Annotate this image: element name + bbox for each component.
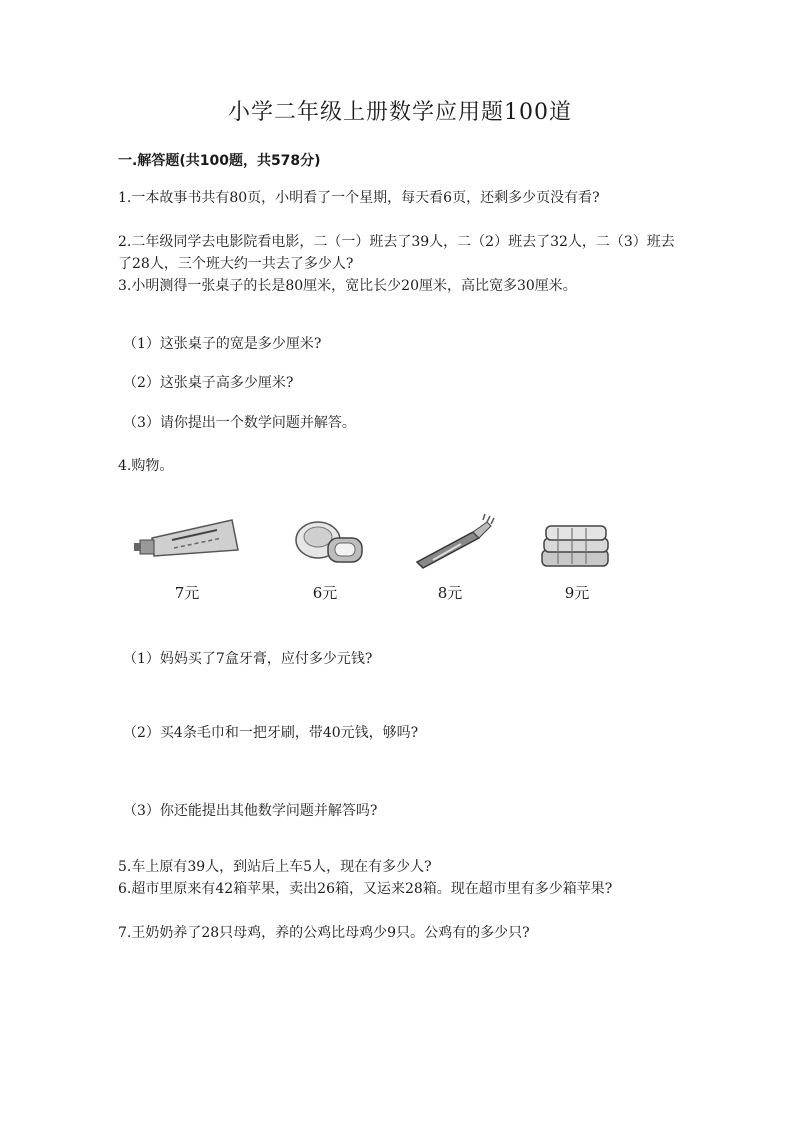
- price-label: 8元: [437, 584, 463, 602]
- shopping-item-towel: [522, 510, 632, 610]
- question-3: 3.小明测得一张桌子的长是80厘米，宽比长少20厘米，高比宽多30厘米。: [118, 278, 577, 294]
- question-3-sub-2: （2）这张桌子高多少厘米?: [123, 375, 294, 391]
- question-3-sub-1: （1）这张桌子的宽是多少厘米?: [123, 336, 322, 352]
- question-3-sub-3: （3）请你提出一个数学问题并解答。: [123, 415, 356, 431]
- question-4-sub-3: （3）你还能提出其他数学问题并解答吗?: [123, 803, 378, 819]
- shopping-item-toothpaste: [132, 510, 242, 610]
- question-4: 4.购物。: [118, 458, 174, 474]
- question-7: 7.王奶奶养了28只母鸡，养的公鸡比母鸡少9只。公鸡有的多少只?: [118, 925, 530, 941]
- towel-icon: [522, 510, 632, 580]
- shopping-item-toothbrush: [395, 510, 505, 610]
- price-label: 6元: [312, 584, 338, 602]
- soap-icon: [270, 510, 380, 580]
- toothpaste-icon: [132, 510, 242, 580]
- question-5: 5.车上原有39人，到站后上车5人，现在有多少人?: [118, 859, 432, 875]
- question-2: 2.二年级同学去电影院看电影，二（一）班去了39人，二（2）班去了32人，二（3）班去了28人，三个班大约一共去了多少人?: [118, 234, 675, 272]
- section-header: 一.解答题(共100题，共578分): [118, 153, 321, 169]
- price-label: 7元: [174, 584, 200, 602]
- question-4-sub-1: （1）妈妈买了7盒牙膏，应付多少元钱?: [123, 651, 373, 667]
- question-1: 1.一本故事书共有80页，小明看了一个星期，每天看6页，还剩多少页没有看?: [118, 190, 600, 206]
- question-6: 6.超市里原来有42箱苹果，卖出26箱，又运来28箱。现在超市里有多少箱苹果?: [118, 881, 613, 897]
- page-title: 小学二年级上册数学应用题100道: [228, 100, 572, 125]
- price-label: 9元: [564, 584, 590, 602]
- question-4-sub-2: （2）买4条毛巾和一把牙刷，带40元钱，够吗?: [123, 725, 419, 741]
- toothbrush-icon: [395, 510, 505, 580]
- shopping-item-soap: [270, 510, 380, 610]
